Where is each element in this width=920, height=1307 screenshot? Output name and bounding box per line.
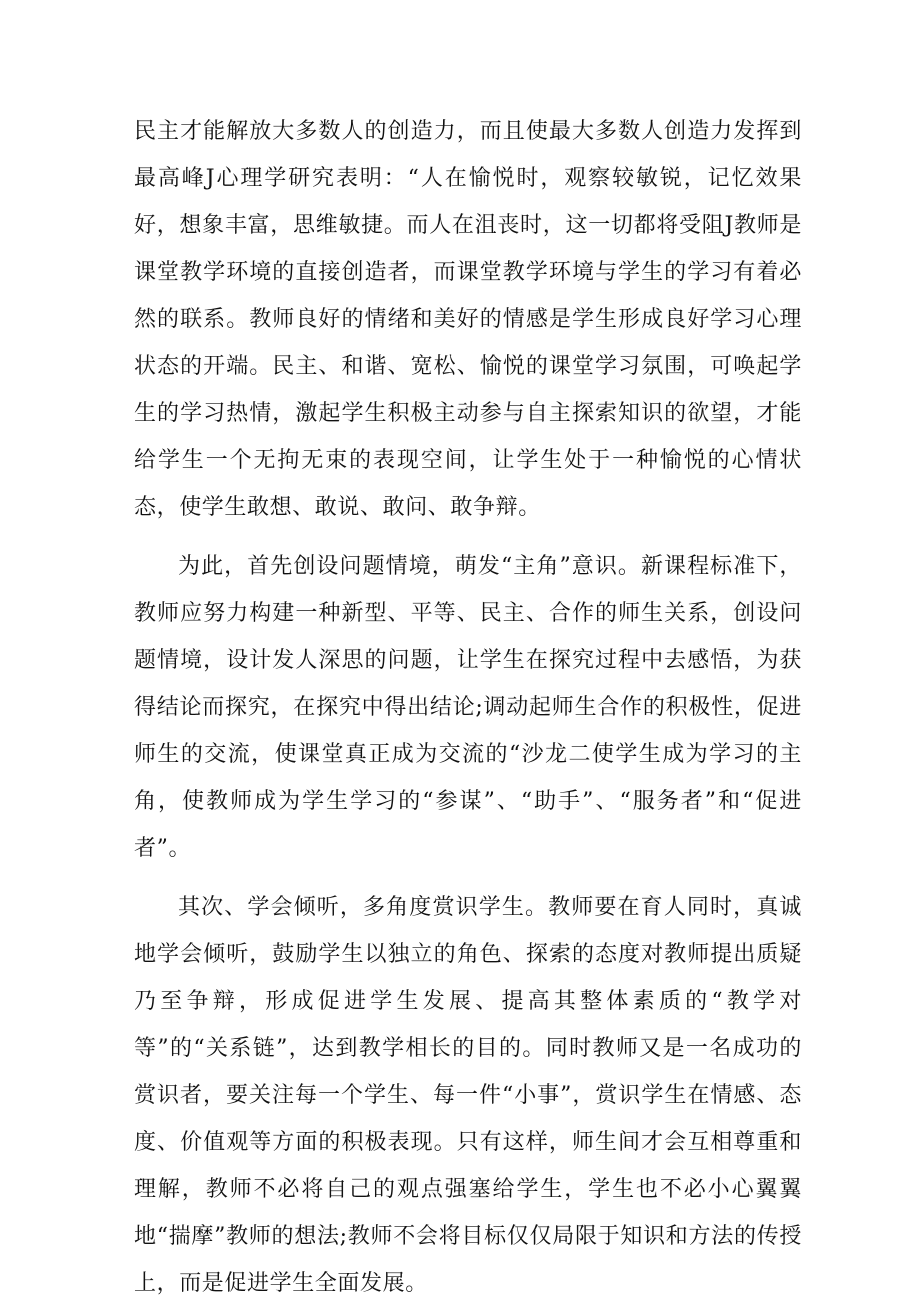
document-body bbox=[134, 108, 802, 1307]
paragraph-problem-situation: 为此，首先创设问题情境，萌发“主角”意识。新课程标准下，教师应努力构建一种新型、平等、民主、合作的师生关系，创设问题情境，设计发人深思的问题，让学生在探究过程中去感悟，为获得结论而探究，在探究中得出结论;调动起师生合作的积极性，促进师生的交流，使课堂真正成为交流的“沙龙二使学生成为学习的主角，使教师成为学生学习的“参谋”、“助手”、“服务者”和“促进者”。 bbox=[134, 554, 802, 861]
paragraph-listening: 其次、学会倾听，多角度赏识学生。教师要在育人同时，真诚地学会倾听，鼓励学生以独立的角色、探索的态度对教师提出质疑乃至争辩，形成促进学生发展、提高其整体素质的“教学对等”的“关系链”，达到教学相长的目的。同时教师又是一名成功的赏识者，要关注每一个学生、每一件“小事”，赏识学生在情感、态度、价值观等方面的积极表现。只有这样，师生间才会互相尊重和理解，教师不必将自己的观点强塞给学生，学生也不必小心翼翼地“揣摩”教师的想法;教师不会将目标仅仅局限于知识和方法的传授上，而是促进学生全面发展。 bbox=[134, 895, 802, 1296]
paragraph-continued: 民主才能解放大多数人的创造力，而且使最大多数人创造力发挥到最高峰J心理学研究表明：“人在愉悦时，观察较敏锐，记忆效果好，想象丰富，思维敏捷。而人在沮丧时，这一切都将受阻J教师是课堂教学环境的直接创造者，而课堂教学环境与学生的学习有着必然的联系。教师良好的情绪和美好的情感是学生形成良好学习心理状态的开端。民主、和谐、宽松、愉悦的课堂学习氛围，可唤起学生的学习热情，激起学生积极主动参与自主探索知识的欲望，才能给学生一个无拘无束的表现空间，让学生处于一种愉悦的心情状态，使学生敢想、敢说、敢问、敢争辩。 bbox=[134, 119, 802, 520]
